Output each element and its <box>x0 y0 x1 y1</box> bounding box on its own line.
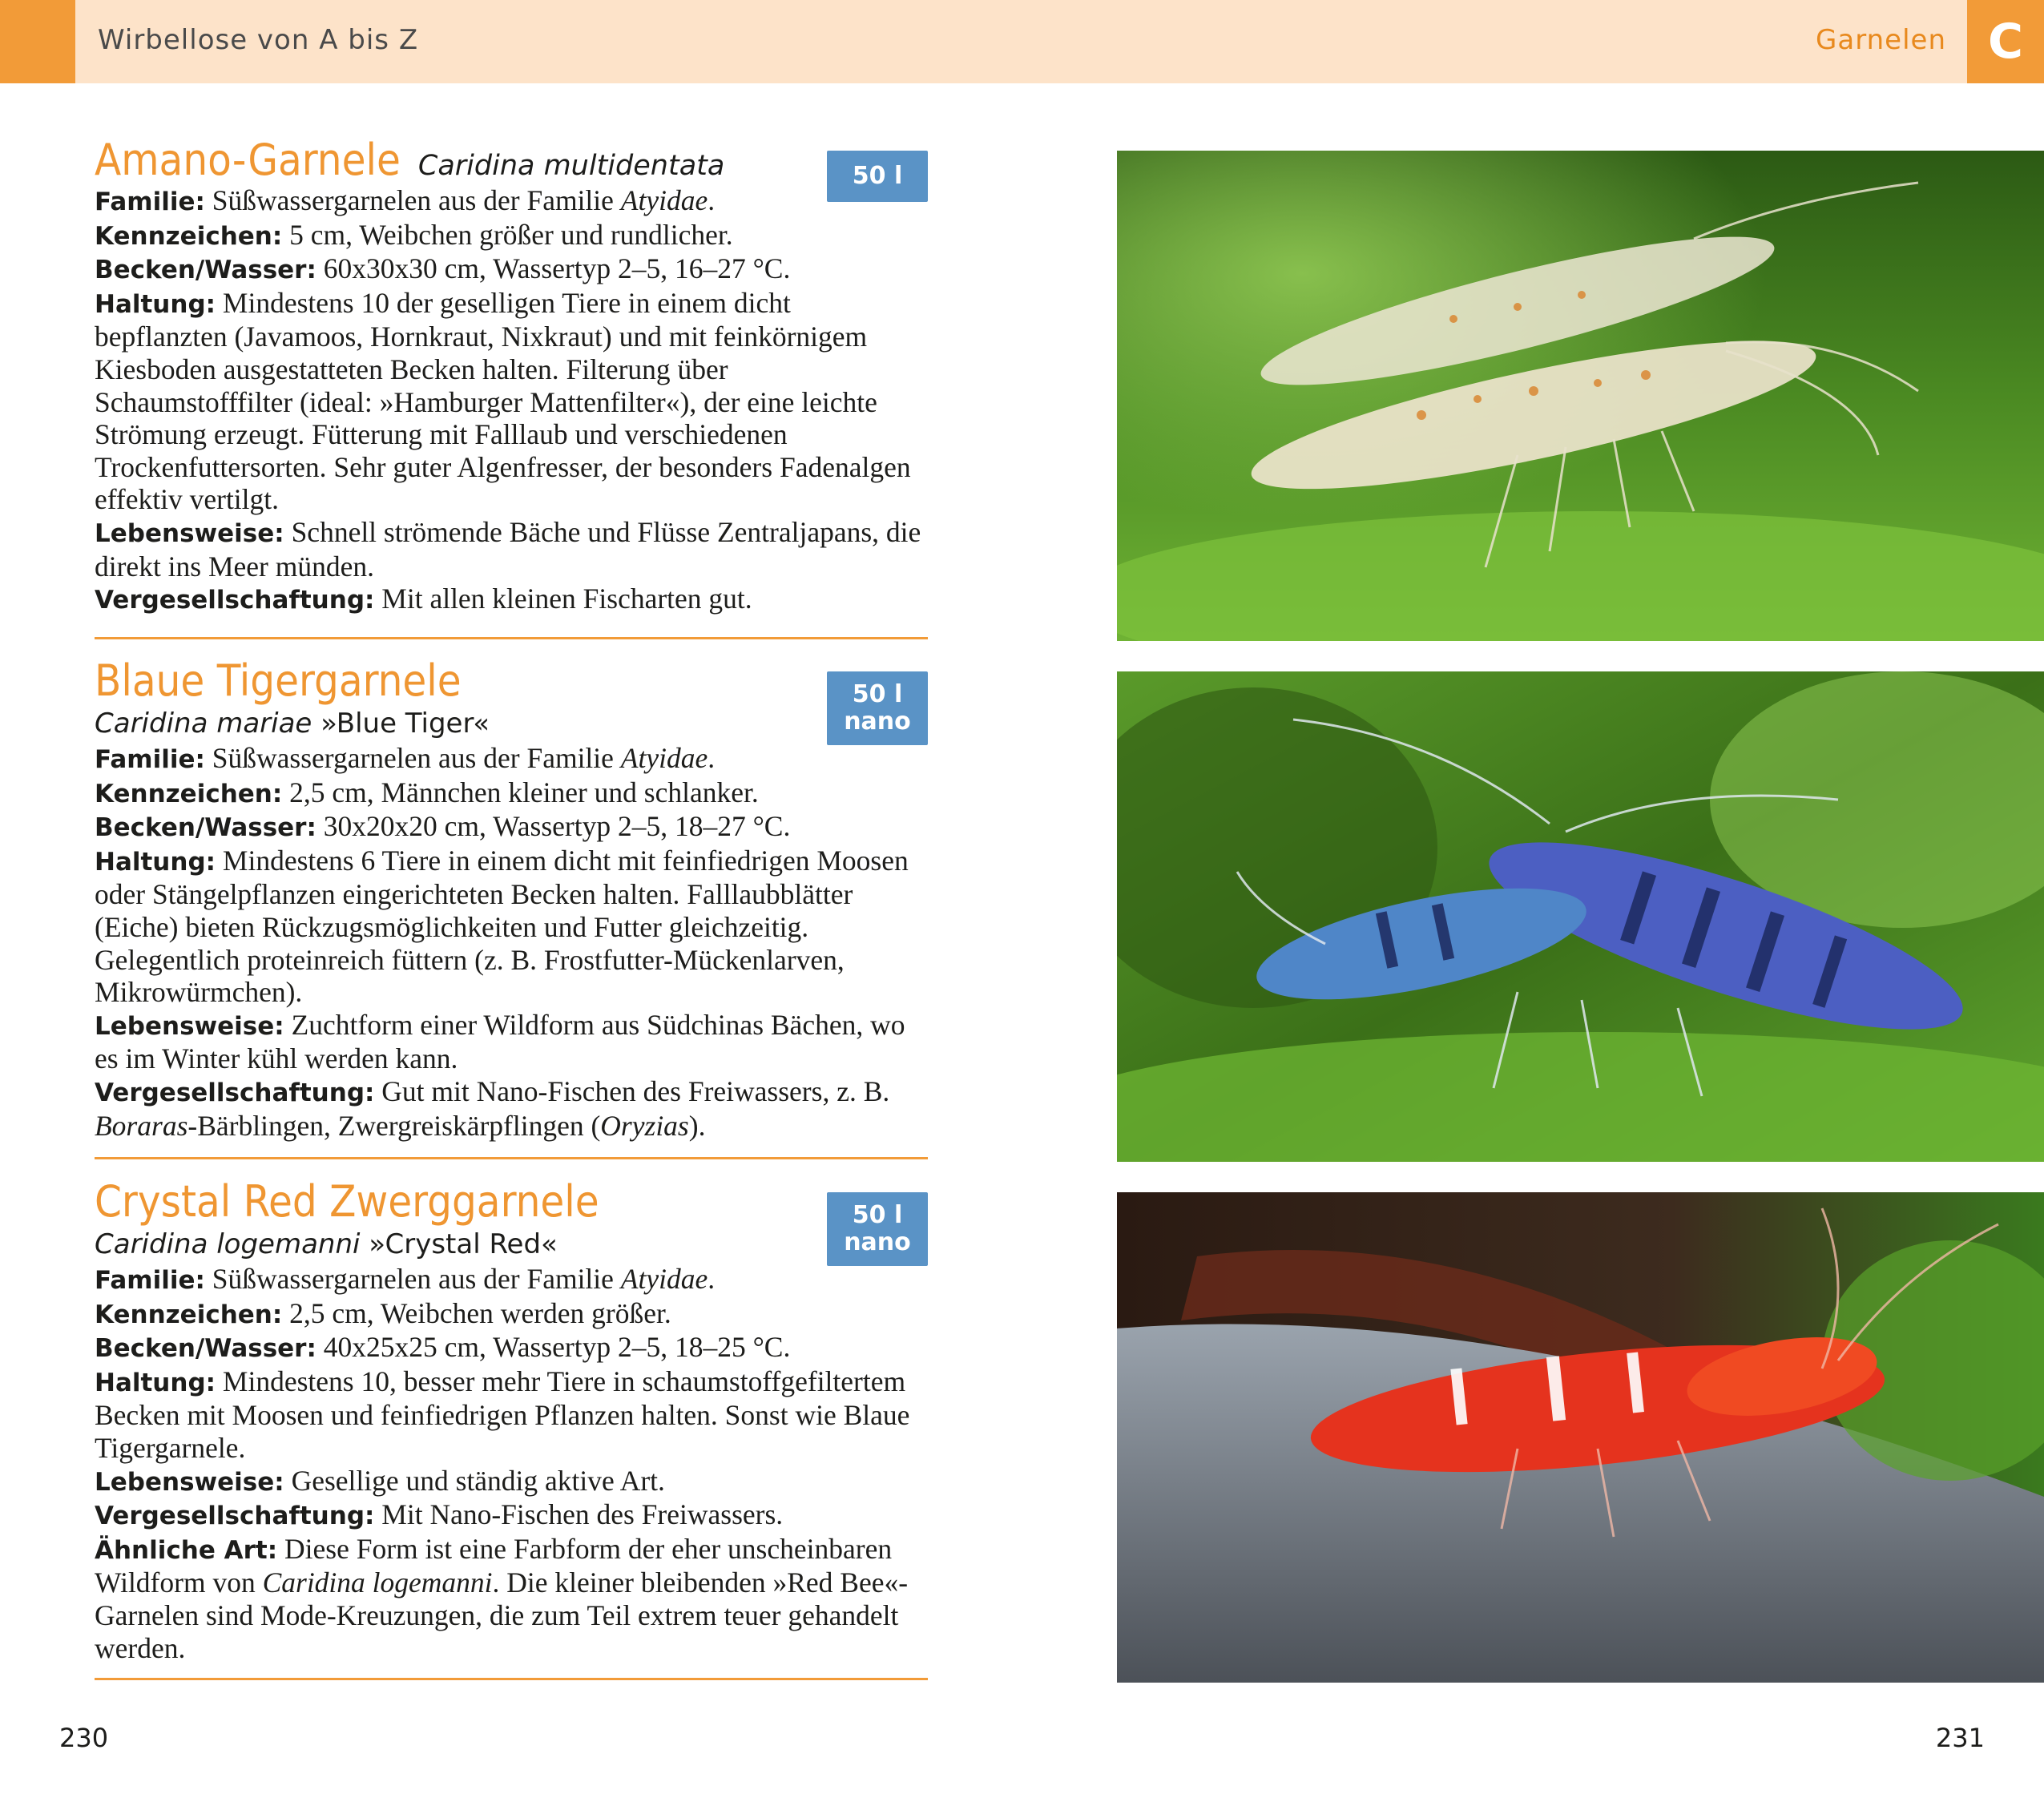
entry-body <box>95 742 928 1142</box>
latin-name: Caridina mariae <box>95 708 312 740</box>
entry-title <box>95 1176 928 1226</box>
entry-body <box>95 184 928 617</box>
common-name: Amano-Garnele <box>95 135 401 185</box>
tank-size-badge: 50 l <box>827 151 928 202</box>
field-becken: Becken/Wasser: 30x20x20 cm, Wassertyp 2–5, 18–27 °C. <box>95 810 791 843</box>
tank-size-badge: 50 l nano <box>827 671 928 745</box>
entry-divider <box>95 637 928 639</box>
page-number-right: 231 <box>1935 1723 1985 1753</box>
entry-subtitle <box>95 705 928 742</box>
species-entry-crystal-red <box>95 1176 928 1664</box>
field-lebensweise: Lebensweise: Schnell strömende Bäche und Flüsse Zentraljapans, die direkt ins Meer münden. <box>95 515 921 583</box>
blue-tiger-shrimp-photo <box>1117 671 2044 1162</box>
tank-size-badge: 50 l nano <box>827 1192 928 1266</box>
common-name: Crystal Red Zwerggarnele <box>95 1176 599 1227</box>
running-head-left: Wirbellose von A bis Z <box>98 24 419 56</box>
entry-body <box>95 1263 928 1664</box>
entry-divider <box>95 1678 928 1680</box>
amano-shrimp-photo <box>1117 151 2044 641</box>
field-vergesellschaftung: Vergesellschaftung: Mit Nano-Fischen des Freiwassers. <box>95 1498 784 1531</box>
latin-name: Caridina multidentata <box>417 150 725 182</box>
running-head-right: Garnelen <box>1816 24 1946 56</box>
field-familie: Familie: Süßwassergarnelen aus der Familie Atyidae. <box>95 184 716 216</box>
common-name: Blaue Tigergarnele <box>95 655 462 706</box>
species-entry-blue-tiger <box>95 655 928 1142</box>
trade-name: »Crystal Red« <box>360 1228 558 1260</box>
field-becken: Becken/Wasser: 40x25x25 cm, Wassertyp 2–5, 18–25 °C. <box>95 1331 791 1364</box>
entry-title <box>95 135 928 184</box>
latin-name: Caridina logemanni <box>95 1228 361 1260</box>
field-vergesellschaftung: Vergesellschaftung: Mit allen kleinen Fischarten gut. <box>95 583 752 615</box>
field-kennzeichen: Kennzeichen: 5 cm, Weibchen größer und rundlicher. <box>95 218 733 251</box>
field-kennzeichen: Kennzeichen: 2,5 cm, Weibchen werden größer. <box>95 1296 671 1329</box>
page-number-left: 230 <box>59 1723 109 1753</box>
field-haltung: Haltung: Mindestens 10, besser mehr Tiere in schaumstoffgefiltertem Becken mit Moosen und feinfiedrigen Pflanzen halten. Sonst wie Blaue Tigergarnele. <box>95 1365 910 1464</box>
field-haltung: Haltung: Mindestens 6 Tiere in einem dicht mit feinfiedrigen Moosen oder Stängelpflanzen eingerichteten Becken halten. Falllaubblätter (Eiche) bieten Rückzugsmöglichkeiten und Futter gleichzeitig. Gelegentlich proteinreich füttern (z. B. Frostfutter-Mückenlarven, Mikrowürmchen). <box>95 844 909 1009</box>
entry-title <box>95 655 928 705</box>
trade-name: »Blue Tiger« <box>312 708 490 740</box>
field-becken: Becken/Wasser: 60x30x30 cm, Wassertyp 2–5, 16–27 °C. <box>95 252 791 285</box>
species-entry-amano <box>95 135 928 617</box>
entry-divider <box>95 1157 928 1159</box>
chapter-tab-left <box>0 0 75 83</box>
crystal-red-shrimp-photo <box>1117 1192 2044 1683</box>
field-kennzeichen: Kennzeichen: 2,5 cm, Männchen kleiner und schlanker. <box>95 776 759 808</box>
entry-subtitle <box>95 1226 928 1263</box>
field-haltung: Haltung: Mindestens 10 der geselligen Tiere in einem dicht bepflanzten (Javamoos, Hornkraut, Nixkraut) und mit feinkörnigem Kiesboden ausgestatteten Becken halten. Filterung über Schaumstofffilter (ideal: »Hamburger Mattenfilter«), der eine leichte Strömung erzeugt. Fütterung mit Falllaub und verschiedenen Trockenfuttersorten. Sehr guter Algenfresser, der besonders Fadenalgen effektiv vertilgt. <box>95 286 911 516</box>
field-lebensweise: Lebensweise: Gesellige und ständig aktive Art. <box>95 1464 665 1497</box>
field-lebensweise: Lebensweise: Zuchtform einer Wildform aus Südchinas Bächen, wo es im Winter kühl werden kann. <box>95 1008 905 1075</box>
field-familie: Familie: Süßwassergarnelen aus der Familie Atyidae. <box>95 1263 716 1295</box>
chapter-tab-letter: C <box>1967 0 2044 83</box>
field-vergesellschaftung: Vergesellschaftung: Gut mit Nano-Fischen des Freiwassers, z. B. Boraras-Bärblingen, Zwergreiskärpflingen (Oryzias). <box>95 1074 890 1142</box>
field-familie: Familie: Süßwassergarnelen aus der Familie Atyidae. <box>95 742 716 774</box>
field-aehnliche-art: Ähnliche Art: Diese Form ist eine Farbform der eher unscheinbaren Wildform von Caridina logemanni. Die kleiner bleibenden »Red Bee«-Garnelen sind Mode-Kreuzungen, die zum Teil extrem teuer gehandelt werden. <box>95 1532 909 1664</box>
